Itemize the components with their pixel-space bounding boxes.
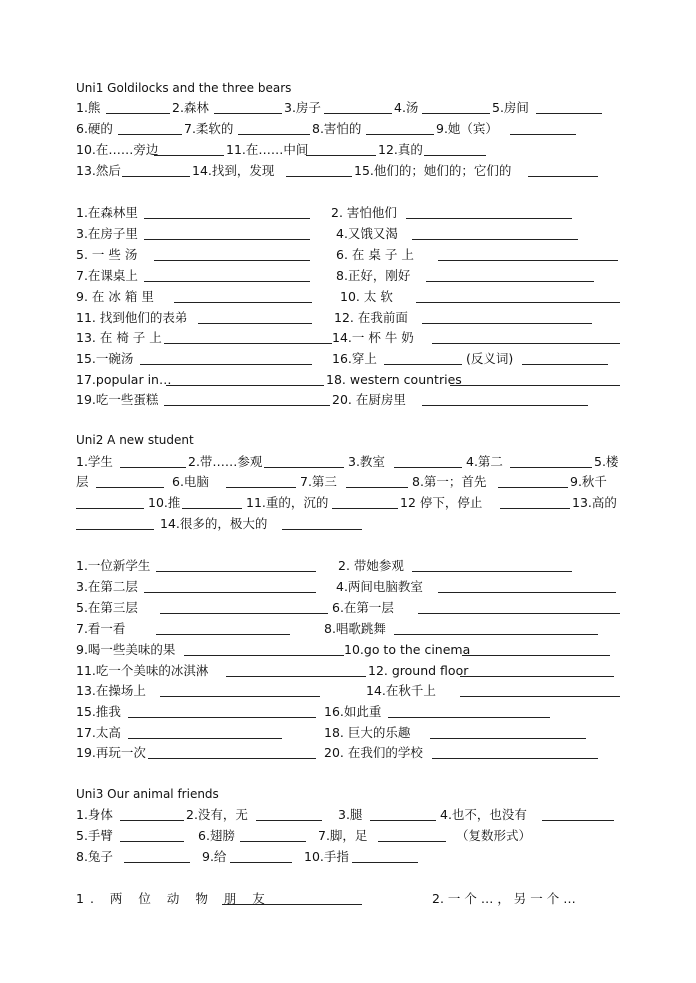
answer-blank[interactable] [160, 696, 320, 697]
vocab-label: 3.房子 [284, 100, 321, 115]
answer-blank[interactable] [394, 634, 598, 635]
answer-blank[interactable] [510, 134, 576, 135]
phrase-label: 1.在森林里 [76, 205, 138, 220]
phrase-label: 18. western countries [326, 372, 462, 387]
unit1-phrase-row-1 [76, 203, 622, 223]
phrase-label: 9. 在 冰 箱 里 [76, 289, 154, 304]
vocab-label: 10.推 [148, 495, 181, 510]
unit2-phrase-row-3 [76, 598, 622, 618]
answer-blank[interactable] [332, 508, 398, 509]
phrase-label: 8.正好，刚好 [336, 268, 411, 283]
phrase-label: 12. ground floor [368, 663, 469, 678]
phrase-label: 2. 害怕他们 [331, 205, 397, 220]
answer-blank[interactable] [96, 487, 164, 488]
phrase-label: 4.又饿又渴 [336, 226, 398, 241]
vocab-label: 7.第三 [300, 474, 337, 489]
answer-blank[interactable] [238, 134, 310, 135]
answer-blank[interactable] [144, 239, 310, 240]
answer-blank[interactable] [282, 529, 362, 530]
answer-blank[interactable] [432, 343, 620, 344]
unit2-phrase-row-4 [76, 619, 622, 639]
unit1-phrase-row-2 [76, 224, 622, 244]
answer-blank[interactable] [498, 487, 568, 488]
answer-blank[interactable] [230, 862, 292, 863]
answer-blank[interactable] [198, 323, 312, 324]
vocab-label: 10.在……旁边 [76, 142, 159, 157]
unit1-phrase-row-5 [76, 287, 622, 307]
vocab-label: 14.很多的，极大的 [160, 516, 268, 531]
answer-blank[interactable] [450, 385, 620, 386]
phrase-label: 15.一碗汤 [76, 351, 134, 366]
phrase-label: 8.唱歌跳舞 [324, 621, 386, 636]
phrase-label: 9.喝一些美味的果 [76, 642, 176, 657]
unit2-title-row [76, 430, 622, 450]
vocab-label: 12.真的 [378, 142, 423, 157]
answer-blank[interactable] [140, 364, 312, 365]
unit2-phrase-row-8 [76, 702, 622, 722]
answer-blank[interactable] [426, 281, 594, 282]
answer-blank[interactable] [460, 696, 620, 697]
unit1-phrase-row-6 [76, 308, 622, 328]
phrase-label: 1. 两 位 动 物 朋 友 [76, 891, 271, 906]
phrase-label: 7.看一看 [76, 621, 126, 636]
vocab-label: 2.森林 [172, 100, 209, 115]
phrase-label: 20. 在我们的学校 [324, 745, 423, 760]
answer-blank[interactable] [542, 820, 614, 821]
answer-blank[interactable] [226, 487, 296, 488]
answer-blank[interactable] [388, 717, 550, 718]
phrase-label: 2. 带她参观 [338, 558, 404, 573]
unit2-phrase-row-7 [76, 681, 622, 701]
phrase-label: 20. 在厨房里 [332, 392, 406, 407]
answer-blank[interactable] [128, 717, 316, 718]
answer-blank[interactable] [462, 655, 610, 656]
phrase-label: 16.穿上 [332, 351, 377, 366]
phrase-label: 13.在操场上 [76, 683, 146, 698]
unit3-vocab-row-1 [76, 805, 622, 825]
answer-blank[interactable] [324, 113, 392, 114]
answer-blank[interactable] [460, 676, 614, 677]
vocab-label: 8.第一；首先 [412, 474, 487, 489]
answer-blank[interactable] [522, 364, 608, 365]
unit3-vocab-row-3 [76, 847, 622, 867]
answer-blank[interactable] [166, 385, 324, 386]
phrase-label: 14.一 杯 牛 奶 [332, 330, 414, 345]
phrase-label: 2. 一 个 … ， 另 一 个 … [432, 891, 576, 906]
answer-blank[interactable] [226, 676, 366, 677]
answer-blank[interactable] [528, 176, 598, 177]
answer-blank[interactable] [124, 862, 190, 863]
phrase-label: 16.如此重 [324, 704, 382, 719]
phrase-label: 19.再玩一次 [76, 745, 146, 760]
vocab-label: 15.他们的；她们的；它们的 [354, 163, 512, 178]
unit3-title-row [76, 784, 622, 804]
answer-blank[interactable] [120, 467, 186, 468]
unit2-vocab-row-2 [76, 472, 622, 492]
vocab-label: 5.房间 [492, 100, 529, 115]
plural-hint: （复数形式） [456, 828, 532, 843]
phrase-label: 18. 巨大的乐趣 [324, 725, 411, 740]
answer-blank[interactable] [424, 155, 486, 156]
phrase-label: 5. 一 些 汤 [76, 247, 138, 262]
answer-blank[interactable] [306, 155, 376, 156]
answer-blank[interactable] [76, 508, 144, 509]
answer-blank[interactable] [148, 758, 316, 759]
unit2-phrase-row-6 [76, 661, 622, 681]
phrase-label: 4.两间电脑教室 [336, 579, 423, 594]
unit1-phrase-row-7 [76, 328, 622, 348]
vocab-label: 6.翅膀 [198, 828, 235, 843]
antonym-hint: (反义词) [466, 351, 514, 366]
phrase-label: 3.在房子里 [76, 226, 138, 241]
vocab-label: 10.手指 [304, 849, 349, 864]
answer-blank[interactable] [154, 260, 310, 261]
answer-blank[interactable] [120, 841, 184, 842]
answer-blank[interactable] [438, 260, 618, 261]
vocab-label: 9.秋千 [570, 474, 607, 489]
unit2-phrase-row-5 [76, 640, 622, 660]
answer-blank[interactable] [184, 655, 344, 656]
answer-blank[interactable] [422, 323, 592, 324]
vocab-label: 11.重的，沉的 [246, 495, 329, 510]
unit1-phrase-row-4 [76, 266, 622, 286]
vocab-label: 14.找到，发现 [192, 163, 275, 178]
phrase-label: 17.popular in… [76, 372, 172, 387]
phrase-label: 10.go to the cinema [344, 642, 471, 657]
answer-blank[interactable] [214, 113, 282, 114]
answer-blank[interactable] [174, 302, 312, 303]
vocab-label: 9.她（宾） [436, 121, 498, 136]
answer-blank[interactable] [346, 487, 408, 488]
unit3-phrase-row-1 [76, 889, 622, 909]
answer-blank[interactable] [378, 841, 446, 842]
vocab-label: 3.教室 [348, 454, 385, 469]
answer-blank[interactable] [384, 364, 462, 365]
vocab-label: 5.楼 [594, 454, 619, 469]
unit2-vocab-row-1 [76, 452, 622, 472]
vocab-label: 6.电脑 [172, 474, 209, 489]
vocab-label: 13.然后 [76, 163, 121, 178]
vocab-label: 4.也不，也没有 [440, 807, 527, 822]
vocab-label: 层 [76, 474, 89, 489]
answer-blank[interactable] [418, 613, 620, 614]
unit1-phrase-row-8 [76, 349, 622, 369]
vocab-label: 13.高的 [572, 495, 617, 510]
answer-blank[interactable] [430, 738, 586, 739]
phrase-label: 10. 太 软 [340, 289, 393, 304]
answer-blank[interactable] [156, 634, 290, 635]
answer-blank[interactable] [144, 281, 310, 282]
vocab-label: 2.没有，无 [186, 807, 248, 822]
answer-blank[interactable] [154, 155, 224, 156]
answer-blank[interactable] [164, 343, 332, 344]
answer-blank[interactable] [286, 176, 352, 177]
answer-blank[interactable] [500, 508, 570, 509]
unit3-vocab-row-2 [76, 826, 622, 846]
answer-blank[interactable] [536, 113, 602, 114]
vocab-label: 8.害怕的 [312, 121, 362, 136]
phrase-label: 17.太高 [76, 725, 121, 740]
phrase-label: 7.在课桌上 [76, 268, 138, 283]
vocab-label: 3.腿 [338, 807, 363, 822]
answer-blank[interactable] [412, 239, 578, 240]
unit2-phrase-row-1 [76, 556, 622, 576]
unit1-title-row [76, 78, 622, 98]
phrase-label: 12. 在我前面 [334, 310, 408, 325]
answer-blank[interactable] [422, 113, 490, 114]
phrase-label: 11.吃一个美味的冰淇淋 [76, 663, 209, 678]
answer-blank[interactable] [160, 613, 328, 614]
vocab-label: 12 停下，停止 [400, 495, 483, 510]
unit1-phrase-row-3 [76, 245, 622, 265]
phrase-label: 3.在第二层 [76, 579, 138, 594]
answer-blank[interactable] [222, 904, 362, 905]
unit2-phrase-row-10 [76, 743, 622, 763]
answer-blank[interactable] [120, 820, 184, 821]
answer-blank[interactable] [366, 134, 434, 135]
answer-blank[interactable] [406, 218, 572, 219]
answer-blank[interactable] [118, 134, 182, 135]
phrase-label: 11. 找到他们的表弟 [76, 310, 188, 325]
unit1-phrase-row-10 [76, 390, 622, 410]
answer-blank[interactable] [182, 508, 242, 509]
vocab-label: 1.学生 [76, 454, 113, 469]
answer-blank[interactable] [106, 113, 170, 114]
vocab-label: 1.身体 [76, 807, 113, 822]
answer-blank[interactable] [122, 176, 190, 177]
vocab-label: 8.兔子 [76, 849, 113, 864]
vocab-label: 7.脚，足 [318, 828, 368, 843]
answer-blank[interactable] [144, 592, 316, 593]
answer-blank[interactable] [416, 302, 620, 303]
unit3-title: Uni3 Our animal friends [76, 787, 219, 801]
vocab-label: 6.硬的 [76, 121, 113, 136]
vocab-label: 4.第二 [466, 454, 503, 469]
answer-blank[interactable] [412, 571, 572, 572]
vocab-label: 11.在……中间 [226, 142, 309, 157]
answer-blank[interactable] [256, 820, 322, 821]
phrase-label: 1.一位新学生 [76, 558, 151, 573]
unit1-vocab-row-2 [76, 119, 622, 139]
answer-blank[interactable] [352, 862, 418, 863]
answer-blank[interactable] [510, 467, 592, 468]
unit2-phrase-row-9 [76, 723, 622, 743]
phrase-label: 14.在秋千上 [366, 683, 436, 698]
answer-blank[interactable] [128, 738, 282, 739]
unit2-vocab-row-4 [76, 514, 622, 534]
unit1-vocab-row-1 [76, 98, 622, 118]
answer-blank[interactable] [76, 529, 154, 530]
answer-blank[interactable] [432, 758, 598, 759]
unit2-vocab-row-3 [76, 493, 622, 513]
unit2-title: Uni2 A new student [76, 433, 194, 447]
unit1-vocab-row-3 [76, 140, 622, 160]
answer-blank[interactable] [438, 592, 616, 593]
vocab-label: 1.熊 [76, 100, 101, 115]
vocab-label: 2.带……参观 [188, 454, 263, 469]
vocab-label: 4.汤 [394, 100, 419, 115]
unit1-title: Uni1 Goldilocks and the three bears [76, 81, 292, 95]
answer-blank[interactable] [370, 820, 436, 821]
answer-blank[interactable] [144, 218, 310, 219]
unit1-vocab-row-4 [76, 161, 622, 181]
answer-blank[interactable] [156, 571, 316, 572]
phrase-label: 19.吃一些蛋糕 [76, 392, 159, 407]
answer-blank[interactable] [422, 405, 588, 406]
answer-blank[interactable] [264, 467, 344, 468]
phrase-label: 6. 在 桌 子 上 [336, 247, 414, 262]
unit1-phrase-row-9 [76, 370, 622, 390]
phrase-label: 13. 在 椅 子 上 [76, 330, 162, 345]
vocab-label: 9.给 [202, 849, 227, 864]
phrase-label: 5.在第三层 [76, 600, 138, 615]
phrase-label: 6.在第一层 [332, 600, 394, 615]
vocab-label: 7.柔软的 [184, 121, 234, 136]
answer-blank[interactable] [240, 841, 306, 842]
vocab-label: 5.手臂 [76, 828, 113, 843]
unit2-phrase-row-2 [76, 577, 622, 597]
phrase-label: 15.推我 [76, 704, 121, 719]
answer-blank[interactable] [164, 405, 330, 406]
answer-blank[interactable] [394, 467, 462, 468]
